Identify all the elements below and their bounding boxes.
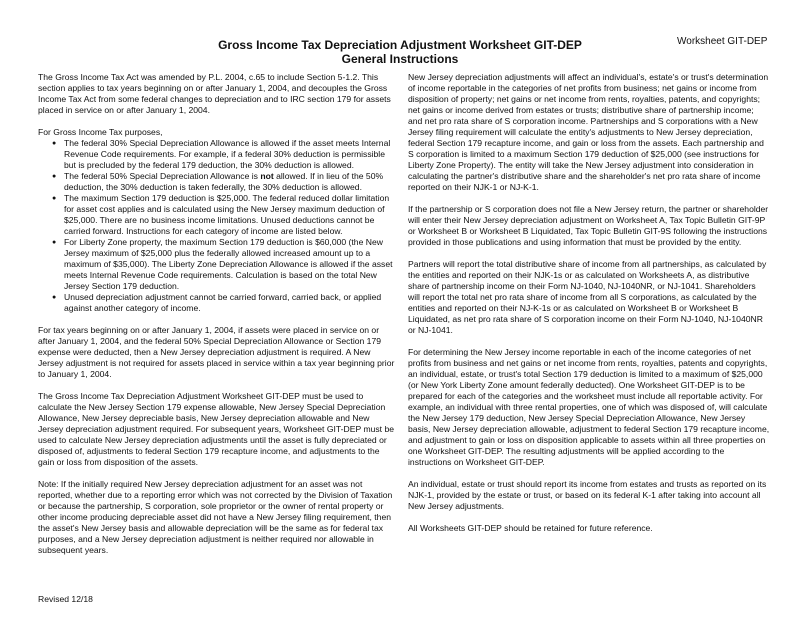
bullet2-pre: The federal 50% Special Depreciation Allowance is [64,171,261,181]
left-column [38,72,396,567]
purposes-intro: For Gross Income Tax purposes, [38,127,163,137]
left-paragraph-4: Note: If the initially required New Jersey depreciation adjustment for an asset was not reported, whether due to a reporting error which was not corrected by the Division of Taxation or because the partnership, S corporation, sole proprietor or the owner of rental property or other income producing depreciable asset did not have a New Jersey filing requirement, then the asset's New Jersey basis and allowable depreciation will be the same as for federal tax purposes, and a New Jersey depreciation adjustment is neither required nor allowable in subsequent years. [38,479,393,555]
left-paragraph-1: The Gross Income Tax Act was amended by P.L. 2004, c.65 to include Section 5-1.2. This section applies to tax years beginning on or after January 1, 2004, and decouples the Gross Income Tax Act from some federal changes to depreciation and to IRC section 179 for assets placed in service on or after January 1, 2004. [38,72,391,115]
purposes-list [38,138,396,314]
right-paragraph-4: For determining the New Jersey income reportable in each of the income categories of net profits from business and net gains or net income from rents, royalties, patents and copyrights, an individual, estate, or trust's total Section 179 deduction is limited to a maximum of $25,000 (or New York Liberty Zone amount federally deducted). One Worksheet GIT-DEP is to be prepared for each of the categories and the worksheet must include all reportable activity. For example, an individual with three rental properties, one of which was disposed of, will calculate the New Jersey 179 deduction, New Jersey Special Depreciation Allowance, New Jersey basis, New Jersey depreciation allowable, adjustment to federal Section 179 recapture income, and adjustment to gain or loss on disposition applicable to assets within all three properties on one Worksheet GIT-DEP. The resulting adjustments will be applied according to the instructions on Worksheet GIT-DEP. [408,347,770,467]
revision-note: Revised 12/18 [38,594,93,604]
left-paragraph-2: For tax years beginning on or after January 1, 2004, if assets were placed in service on or after January 1, 2004, and the federal 50% Special Depreciation Allowance or Section 179 expense were deducted, then a New Jersey depreciation adjustment is required. A New Jersey adjustment is not required for assets placed in service within a tax year beginning prior to January 1, 2004. [38,325,395,379]
bullet2-not: not [260,171,274,181]
right-paragraph-1: New Jersey depreciation adjustments will affect an individual's, estate's or trust's determination of income reportable in the categories of net profits from business; net gains or income from disposition of property; net gains or net income from rents, royalties, patents, and copyrights; net gains or income derived from estates or trusts; distributive share of partnership income; and net pro rata share of S corporation income. Partnerships and S corporations with a New Jersey filing requirement will calculate the entity's adjustments to New Jersey depreciation, federal Section 179 recapture income, and gain or loss from the assets. Each partnership and S corporation is limited to a maximum Section 179 deduction of $25,000 (see instructions for Liberty Zone Property). The entity will take the New Jersey adjustment into consideration in calculating the partner's distributive share and the shareholder's net pro rata share of income reported on their NJK-1 or NJ-K-1. [408,72,769,192]
list-item: ● Unused depreciation adjustment cannot be carried forward, carried back, or applied against another category of income. [38,292,396,314]
page-title [0,38,800,66]
list-item: ● The maximum Section 179 deduction is $25,000. The federal reduced dollar limitation for asset cost applies and is calculated using the New Jersey maximum deduction of $25,000. There are no business income limitations. Unused deductions cannot be carried forward. Instructions for each category of income are listed below. [38,193,396,237]
right-column [408,72,770,545]
list-item: ● For Liberty Zone property, the maximum Section 179 deduction is $60,000 (the New Jersey maximum of $25,000 plus the federally allowed increased amount up to a maximum of $35,000). The Liberty Zone Depreciation Allowance is allowed if the asset meets Internal Revenue Code requirements. Calculation is based on the total New Jersey Section 179 deduction. [38,237,396,292]
list-item [38,171,396,193]
right-paragraph-5: An individual, estate or trust should report its income from estates and trusts as reported on its NJK-1, provided by the estate or trust, or based on its federal K-1 after taking into account all New Jersey adjustments. [408,479,767,511]
title-line-1: Gross Income Tax Depreciation Adjustment Worksheet GIT-DEP [218,38,582,52]
right-paragraph-6: All Worksheets GIT-DEP should be retained for future reference. [408,523,653,533]
title-line-2: General Instructions [341,52,459,66]
left-paragraph-3: The Gross Income Tax Depreciation Adjustment Worksheet GIT-DEP must be used to calculate the New Jersey Section 179 expense allowable, New Jersey Special Depreciation Allowance, New Jersey depreciable basis, New Jersey depreciation allowable and New Jersey depreciation adjustment required. For subsequent years, Worksheet GIT-DEP must be used to calculate New Jersey depreciation adjustments until the asset is fully depreciated or disposed of, adjustments to federal Section 179 recapture income, and adjustments to the gain or loss from disposition of the assets. [38,391,395,467]
list-item: ● The federal 30% Special Depreciation Allowance is allowed if the asset meets Internal Revenue Code requirements. For example, if a federal 30% deduction is permissible but is precluded by the federal 179 deduction, the 30% deduction is allowed. [38,138,396,171]
bullet2-post: allowed. If in lieu of the 50% deduction, the 30% deduction is taken federally, the 30% deduction is allowed. [64,171,384,192]
right-paragraph-2: If the partnership or S corporation does not file a New Jersey return, the partner or shareholder will enter their New Jersey depreciation adjustment on Worksheet A, Tax Topic Bulletin GIT-9P or Worksheet B or Worksheet B Liquidated, Tax Topic Bulletin GIT-9S following the instructions provided in those publications and using information that must be provided by the entity. [408,204,769,247]
worksheet-label: Worksheet GIT-DEP [677,36,768,47]
right-paragraph-3: Partners will report the total distributive share of income from all partnerships, as calculated by the entities and reported on their NJK-1s or as calculated on Worksheets A, as distributive share of partnership income on their Form NJ-1040, NJ-1040NR, or NJ-1041. Shareholders will report the total net pro rata share of income from all S corporations, as calculated by the entities and reported on their NJ-K-1s or as calculated on Worksheet B or Worksheet B Liquidated, as net pro rata share of S corporation income on their Form NJ-1040, NJ-1040NR or NJ-1041. [408,259,767,335]
